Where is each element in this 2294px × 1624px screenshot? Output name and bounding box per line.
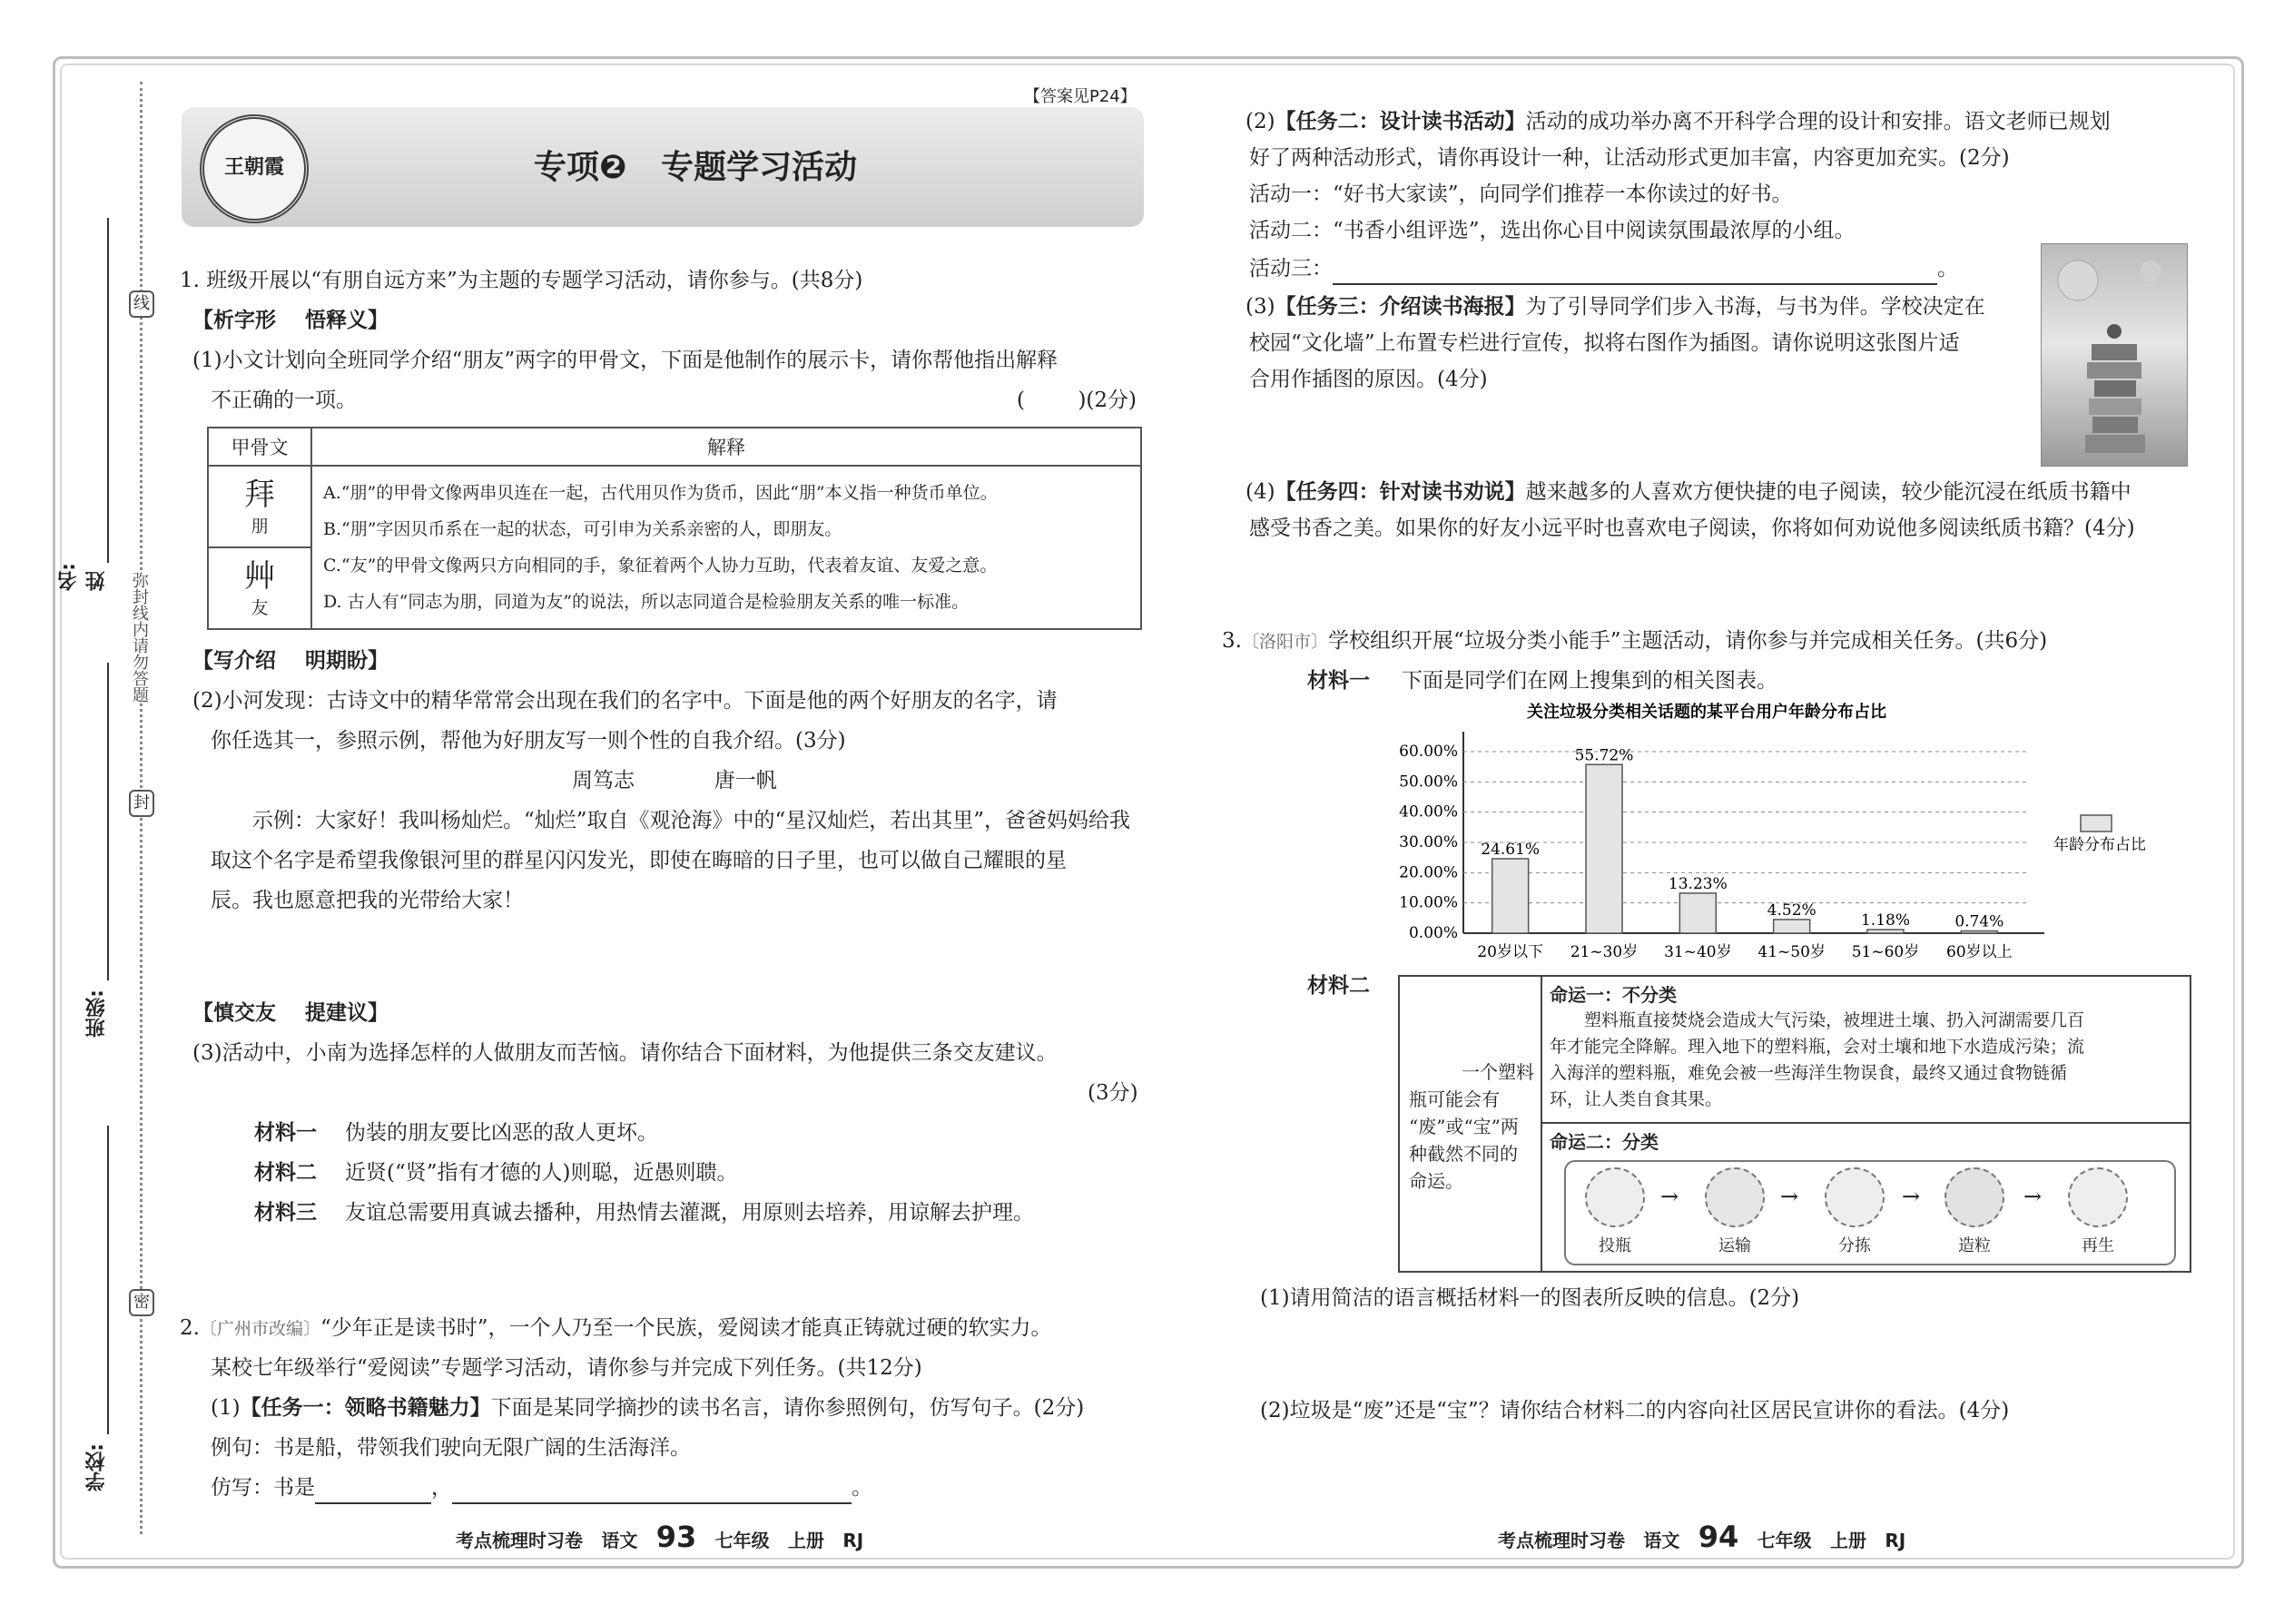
q1-example-line1: 示例：大家好！我叫杨灿烂。“灿烂”取自《观沧海》中的“星汉灿烂，若出其里”，爸爸妈妈给我 xyxy=(252,809,1131,832)
fate1-text xyxy=(1550,1008,2084,1113)
fate1-line-3: 入海洋的塑料瓶，难免会被一些海洋生物误食，最终又通过食物链循 xyxy=(1550,1063,2068,1083)
bar xyxy=(1774,920,1810,933)
bar xyxy=(1586,764,1622,933)
material3-label: 材料三 xyxy=(254,1201,317,1225)
activity3-label: 活动三： xyxy=(1249,257,1333,281)
x-tick-label: 21~30岁 xyxy=(1570,943,1639,961)
footer-page-number: 94 xyxy=(1698,1520,1739,1554)
x-tick-label: 60岁以上 xyxy=(1946,943,2013,961)
q3-sub1: (1)请用简洁的语言概括材料一的图表所反映的信息。(2分) xyxy=(1260,1286,1800,1310)
chart-title: 关注垃圾分类相关话题的某平台用户年龄分布占比 xyxy=(1527,703,1886,722)
footer-edition: RJ xyxy=(1885,1530,1906,1551)
task3-num: (3) xyxy=(1245,295,1275,319)
q1-sub1-score[interactable]: ( )(2分) xyxy=(1017,389,1137,412)
truck-icon xyxy=(1705,1167,1765,1227)
q1-example-line3: 辰。我也愿意把我的光带给大家！ xyxy=(211,889,524,912)
arrow-icon: → xyxy=(1902,1184,1921,1209)
task4-heading: 【任务四：针对读书劝说】 xyxy=(1275,480,1526,504)
q2-imitate-comma: ， xyxy=(431,1476,452,1500)
q2-source-tag: 〔广州市改编〕 xyxy=(199,1319,320,1339)
option-d: D. 古人有“同志为朋，同道为友”的说法，所以志同道合是检验朋友关系的唯一标准。 xyxy=(323,592,970,612)
task4-text: 越来越多的人喜欢方便快捷的电子阅读，较少能沉浸在纸质书籍中 xyxy=(1525,480,2132,504)
data-label: 1.18% xyxy=(1860,911,1911,930)
y-tick-label: 40.00% xyxy=(1399,802,1458,822)
fate1-heading: 命运一：不分类 xyxy=(1550,984,1677,1006)
material2-label: 材料二 xyxy=(254,1161,317,1185)
regenerate-icon xyxy=(2068,1167,2128,1227)
footer-volume: 上册 xyxy=(1829,1530,1866,1551)
q3-sub2-answer-area[interactable] xyxy=(1260,1432,2186,1505)
material2-text: 近贤(“贤”指有才德的人)则聪，近愚则聩。 xyxy=(345,1161,738,1185)
q3-number: 3. xyxy=(1222,629,1242,653)
q3-stem xyxy=(1222,626,2047,656)
bar xyxy=(1679,893,1716,933)
q2-stem-line2: 某校七年级举行“爱阅读”专题学习活动，请你参与并完成下列任务。(共12分) xyxy=(211,1356,922,1380)
y-tick-label: 60.00% xyxy=(1399,743,1458,761)
poster-illustration xyxy=(2042,244,2187,466)
y-tick-label: 10.00% xyxy=(1399,893,1458,912)
summary-line-4: 种截然不同的 xyxy=(1409,1143,1518,1165)
step-regen xyxy=(2063,1167,2132,1256)
q1-sub1-line2: 不正确的一项。 xyxy=(211,389,357,412)
age-distribution-chart xyxy=(1380,699,2215,971)
q1-sub3-score: (3分) xyxy=(1088,1081,1138,1105)
class-label: 班级: xyxy=(85,989,108,1038)
summary-line-1: 一个塑料 xyxy=(1462,1061,1534,1083)
sorting-icon xyxy=(1825,1167,1885,1227)
task3-line1 xyxy=(1245,292,1985,321)
task3-line3: 合用作插图的原因。(4分) xyxy=(1249,368,1488,391)
fate2-cell xyxy=(1542,1124,2190,1271)
task2-heading: 【任务二：设计读书活动】 xyxy=(1275,110,1526,133)
task3-line2: 校园“文化墙”上布置专栏进行宣传，拟将右图作为插图。请你说明这张图片适 xyxy=(1249,331,1960,355)
reading-poster-image xyxy=(2041,243,2188,467)
school-label: 学校: xyxy=(85,1443,108,1491)
char-peng: 朋 xyxy=(251,516,269,536)
arrow-icon: → xyxy=(1780,1184,1799,1209)
q2-imitate-period: 。 xyxy=(852,1476,872,1500)
footer-series: 考点梳理时习卷 xyxy=(456,1530,583,1551)
q3-sub1-answer-area[interactable] xyxy=(1260,1318,2186,1391)
q1-sub2-line2: 你任选其一，参照示例，帮他为好朋友写一则个性的自我介绍。(3分) xyxy=(211,729,846,753)
summary-line-2: 瓶可能会有 xyxy=(1409,1088,1500,1110)
option-a: A.“朋”的甲骨文像两串贝连在一起，古代用贝作为货币，因此“朋”本义指一种货币单位。 xyxy=(323,483,998,503)
step-transport-label: 运输 xyxy=(1718,1236,1751,1255)
oracle-glyph-peng: 拜 xyxy=(244,476,275,513)
step-pellet xyxy=(1940,1167,2009,1256)
activity3-period: 。 xyxy=(1937,257,1958,281)
answer-reference: 【答案见P24】 xyxy=(1024,87,1137,106)
summary-line-3: “废”或“宝”两 xyxy=(1409,1116,1519,1137)
footer-subject: 语文 xyxy=(1643,1530,1680,1551)
q2-task1-heading: 【任务一：领略书籍魅力】 xyxy=(240,1396,491,1420)
q1-section1-heading: 【析字形 悟释义】 xyxy=(192,309,389,332)
material1-text: 伪装的朋友要比凶恶的敌人更坏。 xyxy=(345,1121,658,1145)
footer-volume: 上册 xyxy=(787,1530,824,1551)
q3-stem-text: 学校组织开展“垃圾分类小能手”主题活动，请你参与并完成相关任务。(共6分) xyxy=(1327,629,2048,653)
q3-material1-label: 材料一 xyxy=(1307,669,1370,693)
footer-page-number: 93 xyxy=(655,1520,697,1554)
right-footer xyxy=(1498,1520,1905,1554)
step-regen-label: 再生 xyxy=(2082,1236,2114,1255)
q1-section3-heading: 【慎交友 提建议】 xyxy=(192,1001,389,1025)
x-tick-label: 20岁以下 xyxy=(1477,943,1543,961)
material2-summary xyxy=(1409,1058,1534,1195)
option-c: C.“友”的甲骨文像两只方向相同的手，象征着两个人协力互助，代表着友谊、友爱之意。 xyxy=(323,556,998,576)
table-header-explain: 解释 xyxy=(311,428,1141,466)
q1-sub1-line1: (1)小文计划向全班同学介绍“朋友”两字的甲骨文，下面是他制作的展示卡，请你帮他指出解释 xyxy=(192,349,1058,372)
step-sort xyxy=(1820,1167,1889,1256)
q3-material1-text: 下面是同学们在网上搜集到的相关图表。 xyxy=(1402,669,1777,693)
task3-text: 为了引导同学们步入书海，与书为伴。学校决定在 xyxy=(1525,295,1985,319)
char-you: 友 xyxy=(251,597,269,618)
data-label: 24.61% xyxy=(1481,840,1541,859)
arrow-icon: → xyxy=(2023,1184,2043,1209)
bar xyxy=(1867,930,1904,933)
option-b: B.“朋”字因贝币系在一起的状态，可引申为关系亲密的人，即朋友。 xyxy=(323,519,842,539)
q3-source-tag: 〔洛阳市〕 xyxy=(1241,632,1328,652)
y-tick-label: 0.00% xyxy=(1408,924,1458,942)
q2-stem-text: “少年正是读书时”，一个人乃至一个民族，爱阅读才能真正铸就过硬的软实力。 xyxy=(320,1316,1052,1340)
step-sort-label: 分拣 xyxy=(1838,1236,1871,1255)
activity2: 活动二：“书香小组评选”，选出你心目中阅读氛围最浓厚的小组。 xyxy=(1249,219,1856,242)
material3-text: 友谊总需要用真诚去播种，用热情去灌溉，用原则去培养，用谅解去护理。 xyxy=(345,1201,1034,1225)
pellet-icon xyxy=(1944,1167,2004,1227)
x-tick-label: 41~50岁 xyxy=(1757,943,1826,961)
q3-sub2: (2)垃圾是“废”还是“宝”？请你结合材料二的内容向社区居民宣讲你的看法。(4分) xyxy=(1260,1399,2010,1422)
step-toss xyxy=(1580,1167,1649,1256)
fate1-line-4: 环，让人类自食其果。 xyxy=(1550,1089,1723,1109)
binding-label-mi: 密 xyxy=(129,1289,154,1316)
binding-label-xian: 线 xyxy=(129,290,154,318)
q2-task1-text: 下面是某同学摘抄的读书名言，请你参照例句，仿写句子。(2分) xyxy=(490,1396,1085,1420)
q2-task1-num: (1) xyxy=(211,1396,241,1420)
activity3-blank[interactable] xyxy=(1333,254,1937,285)
q1-example-line2: 取这个名字是希望我像银河里的群星闪闪发光，即使在晦暗的日子里，也可以做自己耀眼的星 xyxy=(211,849,1067,872)
material1-label: 材料一 xyxy=(254,1121,317,1145)
fate1-line-2: 年才能完全降解。理入地下的塑料瓶，会对土壤和地下水造成污染；流 xyxy=(1550,1037,2085,1057)
summary-line-5: 命运。 xyxy=(1409,1170,1463,1192)
y-tick-label: 20.00% xyxy=(1399,863,1458,882)
arrow-icon: → xyxy=(1660,1184,1679,1209)
footer-grade: 七年级 xyxy=(1757,1530,1812,1551)
legend-label: 年龄分布占比 xyxy=(2053,836,2146,854)
q2-example-sentence: 例句：书是船，带领我们驶向无限广阔的生活海洋。 xyxy=(211,1436,691,1460)
recycle-flow xyxy=(1564,1160,2176,1265)
material2-box xyxy=(1398,975,2191,1273)
page-title: 专项❷ 专题学习活动 xyxy=(534,149,858,186)
oracle-glyph-you: 艸 xyxy=(244,557,275,595)
step-pellet-label: 造粒 xyxy=(1958,1236,1991,1255)
bar xyxy=(1961,931,1997,933)
q1-sub2-line1: (2)小河发现：古诗文中的精华常常会出现在我们的名字中。下面是他的两个好朋友的名字，请 xyxy=(192,689,1058,713)
fate1-line-1: 塑料瓶直接焚烧会造成大气污染，被埋进土壤、扔入河湖需要几百 xyxy=(1584,1010,2085,1030)
activity1: 活动一：“好书大家读”，向同学们推荐一本你读过的好书。 xyxy=(1249,182,1793,206)
footer-series: 考点梳理时习卷 xyxy=(1498,1530,1625,1551)
data-label: 0.74% xyxy=(1954,912,2004,931)
q2-number: 2. xyxy=(180,1316,200,1340)
footer-subject: 语文 xyxy=(601,1530,638,1551)
task2-line1 xyxy=(1245,107,2111,136)
table-header-oracle: 甲骨文 xyxy=(208,428,311,466)
legend-swatch xyxy=(2081,815,2112,832)
q1-names: 周笃志 唐一帆 xyxy=(572,769,777,792)
footer-grade: 七年级 xyxy=(714,1530,770,1551)
task3-heading: 【任务三：介绍读书海报】 xyxy=(1275,295,1526,319)
q1-section2-heading: 【写介绍 明期盼】 xyxy=(192,649,389,673)
task2-text: 活动的成功举办离不开科学合理的设计和安排。语文老师已规划 xyxy=(1525,110,2111,133)
q2-imitate-label: 仿写：书是 xyxy=(211,1476,315,1500)
binding-label-feng: 封 xyxy=(129,790,154,817)
task2-line2: 好了两种活动形式，请你再设计一种，让活动形式更加丰富，内容更加充实。(2分) xyxy=(1249,146,2010,170)
step-transport xyxy=(1700,1167,1769,1256)
name-label: 姓名: xyxy=(57,563,108,591)
y-tick-label: 30.00% xyxy=(1399,833,1458,851)
y-tick-label: 50.00% xyxy=(1399,773,1458,792)
q3-material2-label: 材料二 xyxy=(1307,974,1370,998)
q1-stem: 1. 班级开展以“有朋自远方来”为主题的专题学习活动，请你参与。(共8分) xyxy=(180,269,863,292)
q1-sub3-line1: (3)活动中，小南为选择怎样的人做朋友而苦恼。请你结合下面材料，为他提供三条交友建议。 xyxy=(192,1041,1058,1065)
material2-left-cell xyxy=(1400,977,1542,1271)
logo-text: 王朝霞 xyxy=(223,156,284,179)
data-label: 13.23% xyxy=(1668,874,1728,893)
step-toss-label: 投瓶 xyxy=(1599,1236,1631,1255)
activity3 xyxy=(1249,254,1958,285)
x-tick-label: 51~60岁 xyxy=(1851,943,1920,961)
toss-icon xyxy=(1585,1167,1645,1227)
fate2-heading: 命运二：分类 xyxy=(1550,1131,1659,1153)
fate1-cell xyxy=(1542,977,2190,1124)
footer-edition: RJ xyxy=(842,1530,864,1551)
data-label: 4.52% xyxy=(1767,901,1816,920)
task4-line2: 感受书香之美。如果你的好友小远平时也喜欢电子阅读，你将如何劝说他多阅读纸质书籍？(4分) xyxy=(1249,517,2135,540)
task4-num: (4) xyxy=(1245,480,1275,504)
data-label: 55.72% xyxy=(1574,746,1634,765)
bar xyxy=(1492,859,1529,933)
task2-num: (2) xyxy=(1245,110,1275,133)
task4-line1 xyxy=(1245,477,2132,507)
x-tick-label: 31~40岁 xyxy=(1664,943,1732,961)
binding-note: 弥封线内请勿答题 xyxy=(127,572,151,703)
